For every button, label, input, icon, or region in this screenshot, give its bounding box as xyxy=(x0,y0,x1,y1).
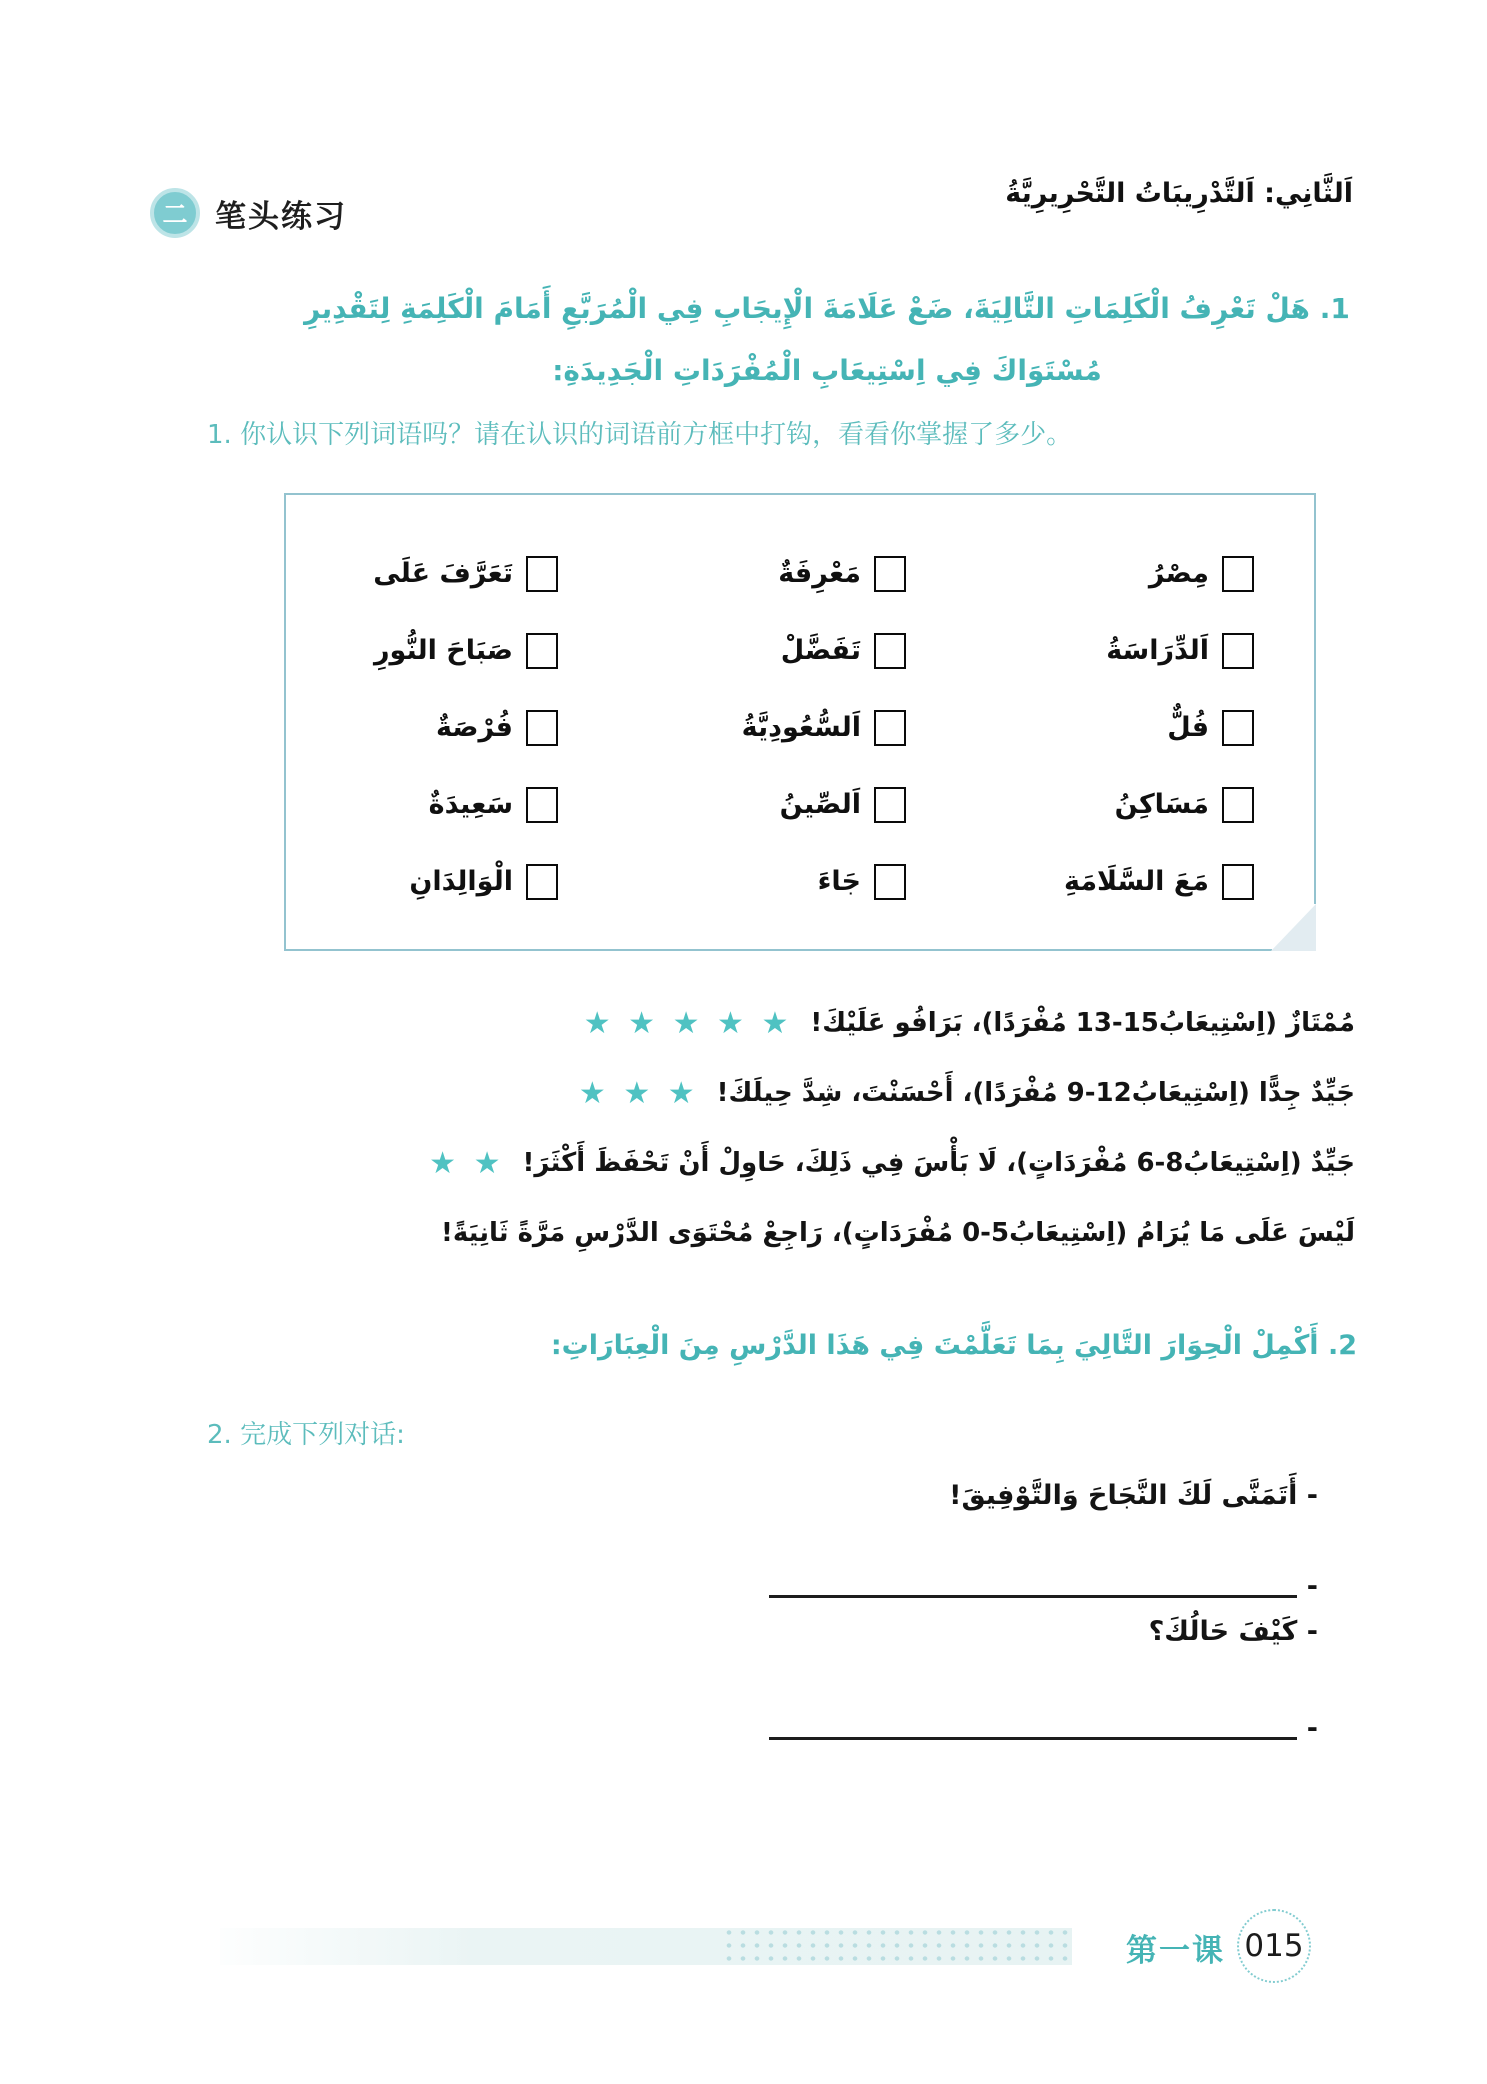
word-item xyxy=(210,612,558,689)
page-number: 015 xyxy=(1244,1928,1304,1964)
word-item xyxy=(558,535,906,612)
rating-line xyxy=(355,988,1355,1058)
footer-dots-pattern xyxy=(722,1926,1074,1967)
word-item xyxy=(558,843,906,920)
word-label: اَلدِّرَاسَةُ xyxy=(1106,635,1209,666)
section-number-label: 二 xyxy=(162,200,188,229)
rating-line xyxy=(355,1058,1355,1128)
section-title-zh: 笔头练习 xyxy=(215,198,347,235)
star-icons: ★ ★ ★ ★ ★ xyxy=(583,1005,793,1041)
word-label: سَعِيدَةٌ xyxy=(428,789,513,820)
word-item xyxy=(210,843,558,920)
box-corner-fold-icon xyxy=(1271,903,1318,952)
word-checkbox[interactable] xyxy=(874,633,906,669)
word-checkbox[interactable] xyxy=(874,710,906,746)
word-checkbox[interactable] xyxy=(526,633,558,669)
word-checkbox[interactable] xyxy=(1222,864,1254,900)
vocabulary-checklist-box xyxy=(284,493,1316,951)
word-checkbox[interactable] xyxy=(874,556,906,592)
answer-blank[interactable] xyxy=(769,1595,1297,1598)
word-checkbox[interactable] xyxy=(526,864,558,900)
dialogue-prompt-2: - كَيْفَ حَالُكَ؟ xyxy=(1148,1616,1318,1647)
word-label: اَلسُّعُودِيَّةُ xyxy=(741,712,861,743)
word-label: مَسَاكِنُ xyxy=(1114,789,1209,820)
rating-text: مُمْتَازٌ (اِسْتِيعَابُ15-13 مُفْرَدًا)، بَرَافُو عَلَيْكَ! xyxy=(810,1008,1355,1038)
word-checkbox[interactable] xyxy=(1222,633,1254,669)
vocabulary-grid xyxy=(210,535,1254,920)
word-checkbox[interactable] xyxy=(874,787,906,823)
word-label: الْوَالِدَانِ xyxy=(409,866,513,897)
rating-text: جَيِّدٌ جِدًّا (اِسْتِيعَابُ12-9 مُفْرَدًا)، أَحْسَنْتَ، شِدَّ حِيلَكَ! xyxy=(716,1078,1355,1108)
word-checkbox[interactable] xyxy=(1222,787,1254,823)
rating-line xyxy=(355,1128,1355,1198)
word-checkbox[interactable] xyxy=(526,787,558,823)
word-checkbox[interactable] xyxy=(526,556,558,592)
rating-text: جَيِّدٌ (اِسْتِيعَابُ8-6 مُفْرَدَاتٍ)، لَا بَأْسَ فِي ذَلِكَ، حَاوِلْ أَنْ تَحْفَظَ أَكْثَرَ! xyxy=(522,1148,1355,1178)
word-item xyxy=(906,766,1254,843)
rating-text: لَيْسَ عَلَى مَا يُرَامُ (اِسْتِيعَابُ5-0 مُفْرَدَاتٍ)، رَاجِعْ مُحْتَوَى الدَّرْسِ مَرَّةً ثَانِيَةً! xyxy=(440,1218,1355,1248)
exercise1-instruction-zh: 1. 你认识下列词语吗？请在认识的词语前方框中打钩，看看你掌握了多少。 xyxy=(207,420,1073,450)
answer-blank-row xyxy=(769,1700,1318,1744)
blank-dash: - xyxy=(1306,1571,1318,1602)
section-header xyxy=(150,188,347,238)
exercise1-heading-ar: 1. هَلْ تَعْرِفُ الْكَلِمَاتِ التَّالِيَةَ، ضَعْ عَلَامَةَ الْإِيجَابِ فِي الْمُرَبَّعِ أَمَامَ الْكَلِمَةِ لِتَقْدِيرِ مُسْتَوَاكَ فِي اِسْتِيعَابِ الْمُفْرَدَاتِ الْجَدِيدَةِ: xyxy=(304,292,1350,387)
rating-line xyxy=(355,1198,1355,1268)
word-item xyxy=(906,843,1254,920)
word-checkbox[interactable] xyxy=(1222,710,1254,746)
word-label: تَعَرَّفَ عَلَى xyxy=(373,558,513,589)
page-number-badge xyxy=(1237,1909,1311,1983)
word-label: مَعَ السَّلَامَةِ xyxy=(1063,866,1209,897)
word-label: مَعْرِفَةٌ xyxy=(778,558,861,589)
word-item xyxy=(906,689,1254,766)
word-label: فُرْصَةٌ xyxy=(436,712,513,743)
word-label: مِصْرُ xyxy=(1148,558,1209,589)
word-checkbox[interactable] xyxy=(874,864,906,900)
word-item xyxy=(210,766,558,843)
exercise2-instruction-zh: 2. 完成下列对话: xyxy=(207,1420,405,1450)
dialogue-prompt-1: - أَتَمَنَّى لَكَ النَّجَاحَ وَالتَّوْفِيقَ! xyxy=(949,1480,1318,1511)
word-item xyxy=(558,766,906,843)
footer-lesson-label: 第一课 xyxy=(1126,1933,1225,1969)
word-checkbox[interactable] xyxy=(526,710,558,746)
exercise2-heading-ar: 2. أَكْمِلْ الْحِوَارَ التَّالِيَ بِمَا تَعَلَّمْتَ فِي هَذَا الدَّرْسِ مِنَ الْعِبَارَاتِ: xyxy=(550,1330,1357,1361)
word-checkbox[interactable] xyxy=(1222,556,1254,592)
blank-dash: - xyxy=(1306,1713,1318,1744)
word-label: جَاءَ xyxy=(817,866,861,897)
word-item xyxy=(558,689,906,766)
rating-legend xyxy=(355,988,1355,1268)
star-icons: ★ ★ ★ xyxy=(578,1075,699,1111)
word-item xyxy=(210,535,558,612)
word-item xyxy=(906,612,1254,689)
word-item xyxy=(558,612,906,689)
word-item xyxy=(906,535,1254,612)
word-item xyxy=(210,689,558,766)
word-label: صَبَاحَ النُّورِ xyxy=(374,635,513,666)
section-title-ar: اَلثَّانِي: اَلتَّدْرِيبَاتُ التَّحْرِيرِيَّةُ xyxy=(1005,178,1353,209)
word-label: تَفَضَّلْ xyxy=(780,635,861,666)
answer-blank[interactable] xyxy=(769,1737,1297,1740)
section-number-badge xyxy=(150,188,200,238)
star-icons: ★ ★ xyxy=(429,1145,505,1181)
answer-blank-row xyxy=(769,1558,1318,1602)
word-label: فُلٌّ xyxy=(1167,712,1209,743)
word-label: اَلصِّينُ xyxy=(779,789,861,820)
